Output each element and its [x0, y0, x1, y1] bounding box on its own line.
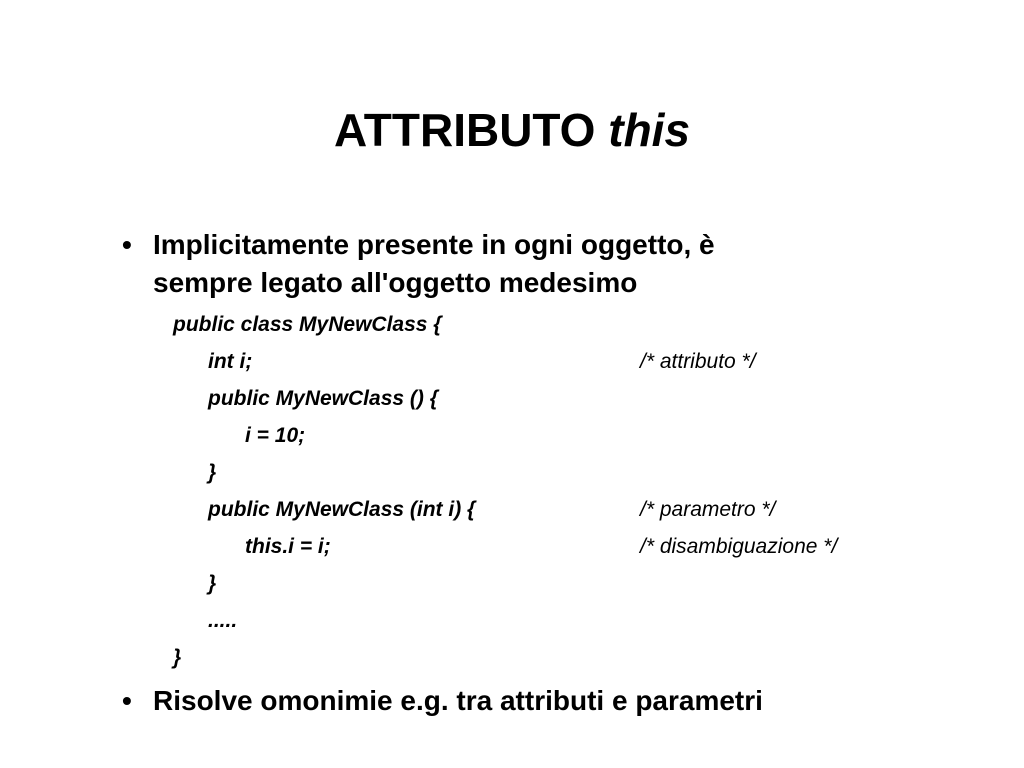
bullet-text-line: sempre legato all'oggetto medesimo — [153, 267, 638, 298]
code-line: ..... — [208, 609, 238, 632]
title-main: ATTRIBUTO — [333, 104, 596, 156]
bullet-item — [0, 226, 1024, 306]
code-line: } — [208, 461, 217, 484]
code-line: public class MyNewClass { — [173, 313, 442, 336]
code-line: } — [173, 646, 182, 669]
code-comment: /* parametro */ — [640, 498, 776, 521]
code-line: int i; — [208, 350, 253, 373]
bullet-text-line: Implicitamente presente in ogni oggetto, è — [153, 229, 715, 260]
slide-title — [0, 100, 1024, 160]
code-line: i = 10; — [245, 424, 306, 447]
code-comment: /* attributo */ — [640, 350, 756, 373]
code-comment: /* disambiguazione */ — [640, 535, 838, 558]
bullet-dot: • — [122, 685, 132, 716]
title-italic: this — [608, 104, 691, 156]
code-line: public MyNewClass (int i) { — [208, 498, 476, 521]
bullet-dot: • — [122, 229, 132, 260]
code-line: } — [208, 572, 217, 595]
code-line: this.i = i; — [245, 535, 331, 558]
bullet-text-line: Risolve omonimie e.g. tra attributi e parametri — [153, 685, 763, 716]
bullet-item — [0, 682, 1024, 722]
code-line: public MyNewClass () { — [208, 387, 438, 410]
